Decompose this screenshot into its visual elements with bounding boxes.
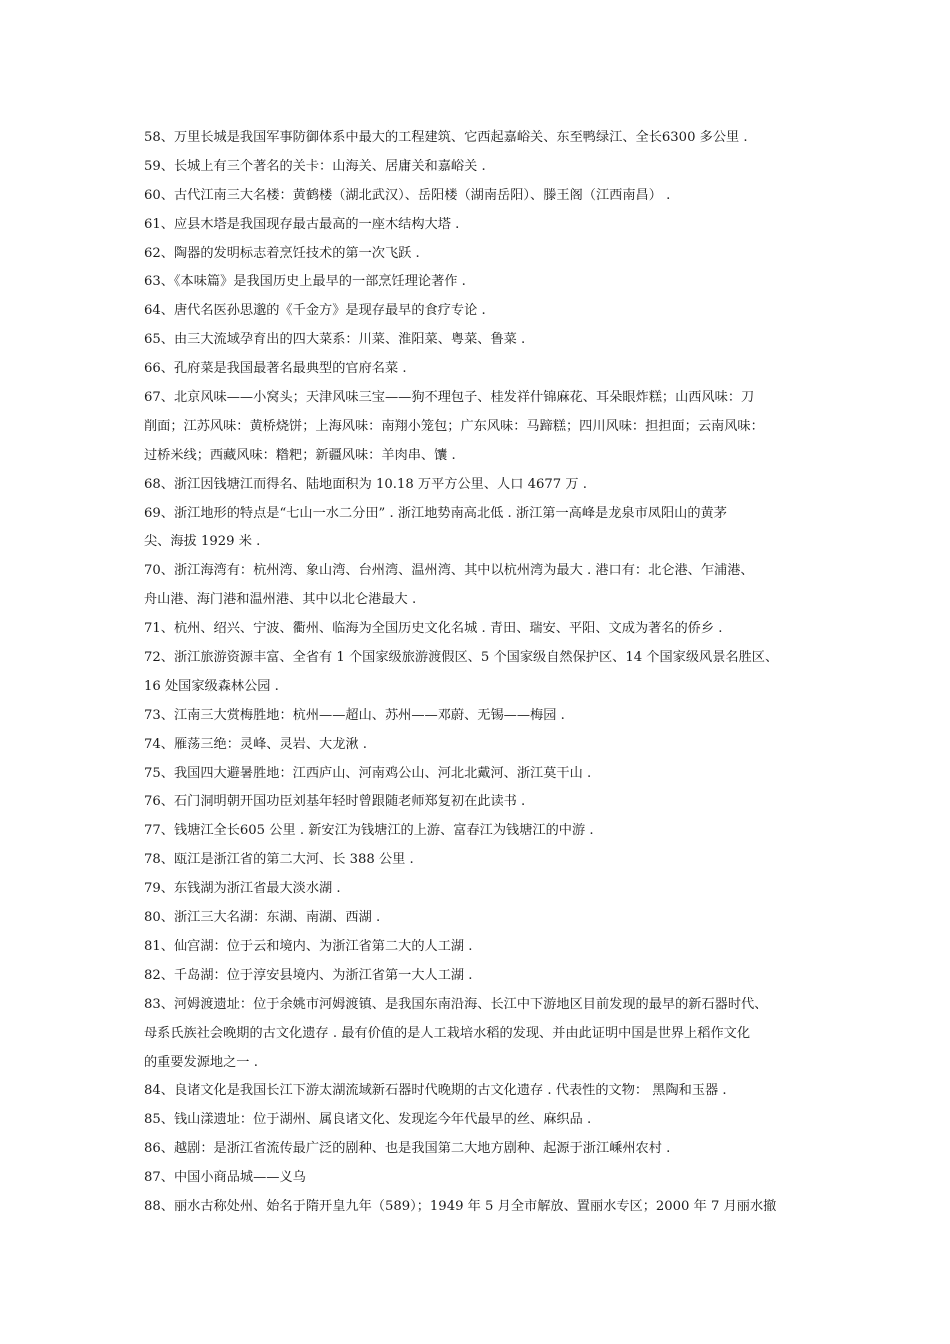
text-line: 64、唐代名医孙思邈的《千金方》是现存最早的食疗专论 . [144,303,486,319]
text-line: 83、河姆渡遗址：位于余姚市河姆渡镇、是我国东南沿海、长江中下游地区目前发现的最早的新石器时代、 [144,996,768,1012]
text-line: 88、丽水古称处州、始名于隋开皇九年（589）；1949 年 5 月全市解放、置丽水专区；2000 年 7 月丽水撤 [144,1198,777,1214]
text-line: 79、东钱湖为浙江省最大淡水湖 . [144,881,341,897]
text-line: 80、浙江三大名湖：东湖、南湖、西湖 . [144,910,381,926]
text-line: 84、良诸文化是我国长江下游太湖流域新石器时代晚期的古文化遗存 . 代表性的文物： 黑陶和玉器 . [144,1083,727,1099]
text-line: 85、钱山漾遗址：位于湖州、属良诸文化、发现迄今年代最早的丝、麻织品 . [144,1112,592,1128]
text-line: 82、千岛湖：位于淳安县境内、为浙江省第一大人工湖 . [144,967,473,983]
text-line: 74、雁荡三绝：灵峰、灵岩、大龙湫 . [144,736,367,752]
text-line: 77、钱塘江全长605 公里 . 新安江为钱塘江的上游、富春江为钱塘江的中游 . [144,823,594,839]
text-line: 72、浙江旅游资源丰富、全省有 1 个国家级旅游渡假区、5 个国家级自然保护区、14 个国家级风景名胜区、 [144,650,779,666]
text-line: 63、《本味篇》是我国历史上最早的一部烹饪理论著作 . [144,274,466,290]
text-line: 69、浙江地形的特点是“七山一水二分田” . 浙江地势南高北低 . 浙江第一高峰是龙泉市凤阳山的黄茅 [144,505,727,521]
text-line: 16 处国家级森林公园 . [144,678,279,694]
text-line: 削面；江苏风味：黄桥烧饼；上海风味：南翔小笼包；广东风味：马蹄糕；四川风味：担担面；云南风味： [144,418,764,434]
text-line: 60、古代江南三大名楼：黄鹤楼（湖北武汉）、岳阳楼（湖南岳阳）、滕王阁（江西南昌） . [144,187,671,203]
text-line: 舟山港、海门港和温州港、其中以北仑港最大 . [144,592,417,608]
text-line: 86、越剧：是浙江省流传最广泛的剧种、也是我国第二大地方剧种、起源于浙江嵊州农村 . [144,1141,671,1157]
text-line: 尖、海拔 1929 米 . [144,534,261,550]
text-line: 68、浙江因钱塘江而得名、陆地面积为 10.18 万平方公里、人口 4677 万 . [144,476,587,492]
text-line: 65、由三大流域孕育出的四大菜系：川菜、淮阳菜、粤菜、鲁菜 . [144,332,526,348]
text-line: 62、陶器的发明标志着烹饪技术的第一次飞跃 . [144,245,420,261]
text-line: 75、我国四大避暑胜地：江西庐山、河南鸡公山、河北北戴河、浙江莫干山 . [144,765,592,781]
text-line: 66、孔府菜是我国最著名最典型的官府名菜 . [144,361,407,377]
text-line: 70、浙江海湾有：杭州湾、象山湾、台州湾、温州湾、其中以杭州湾为最大 . 港口有：北仑港、乍浦港、 [144,563,754,579]
text-line: 过桥米线；西藏风味：糌粑；新疆风味：羊肉串、馕 . [144,447,456,463]
document-page [144,124,814,1222]
text-line: 61、应县木塔是我国现存最古最高的一座木结构大塔 . [144,216,460,232]
text-line: 71、杭州、绍兴、宁波、衢州、临海为全国历史文化名城 . 青田、瑞安、平阳、文成为著名的侨乡 . [144,621,723,637]
text-line: 76、石门洞明朝开国功臣刘基年轻时曾跟随老师郑复初在此读书 . [144,794,526,810]
text-line: 母系氏族社会晚期的古文化遗存 . 最有价值的是人工栽培水稻的发现、并由此证明中国是世界上稻作文化 [144,1025,751,1041]
text-line: 81、仙宫湖：位于云和境内、为浙江省第二大的人工湖 . [144,938,473,954]
text-line: 73、江南三大赏梅胜地：杭州——超山、苏州——邓蔚、无锡——梅园 . [144,707,565,723]
text-line: 78、瓯江是浙江省的第二大河、长 388 公里 . [144,852,414,868]
text-line: 67、北京风味——小窝头；天津风味三宝——狗不理包子、桂发祥什锦麻花、耳朵眼炸糕；山西风味：刀 [144,390,755,406]
text-line: 87、中国小商品城——义乌 [144,1170,306,1186]
text-line: 59、长城上有三个著名的关卡：山海关、居庸关和嘉峪关 . [144,158,486,174]
text-line: 的重要发源地之一 . [144,1054,258,1070]
text-line: 58、万里长城是我国军事防御体系中最大的工程建筑、它西起嘉峪关、东至鸭绿江、全长6300 多公里 . [144,130,748,145]
